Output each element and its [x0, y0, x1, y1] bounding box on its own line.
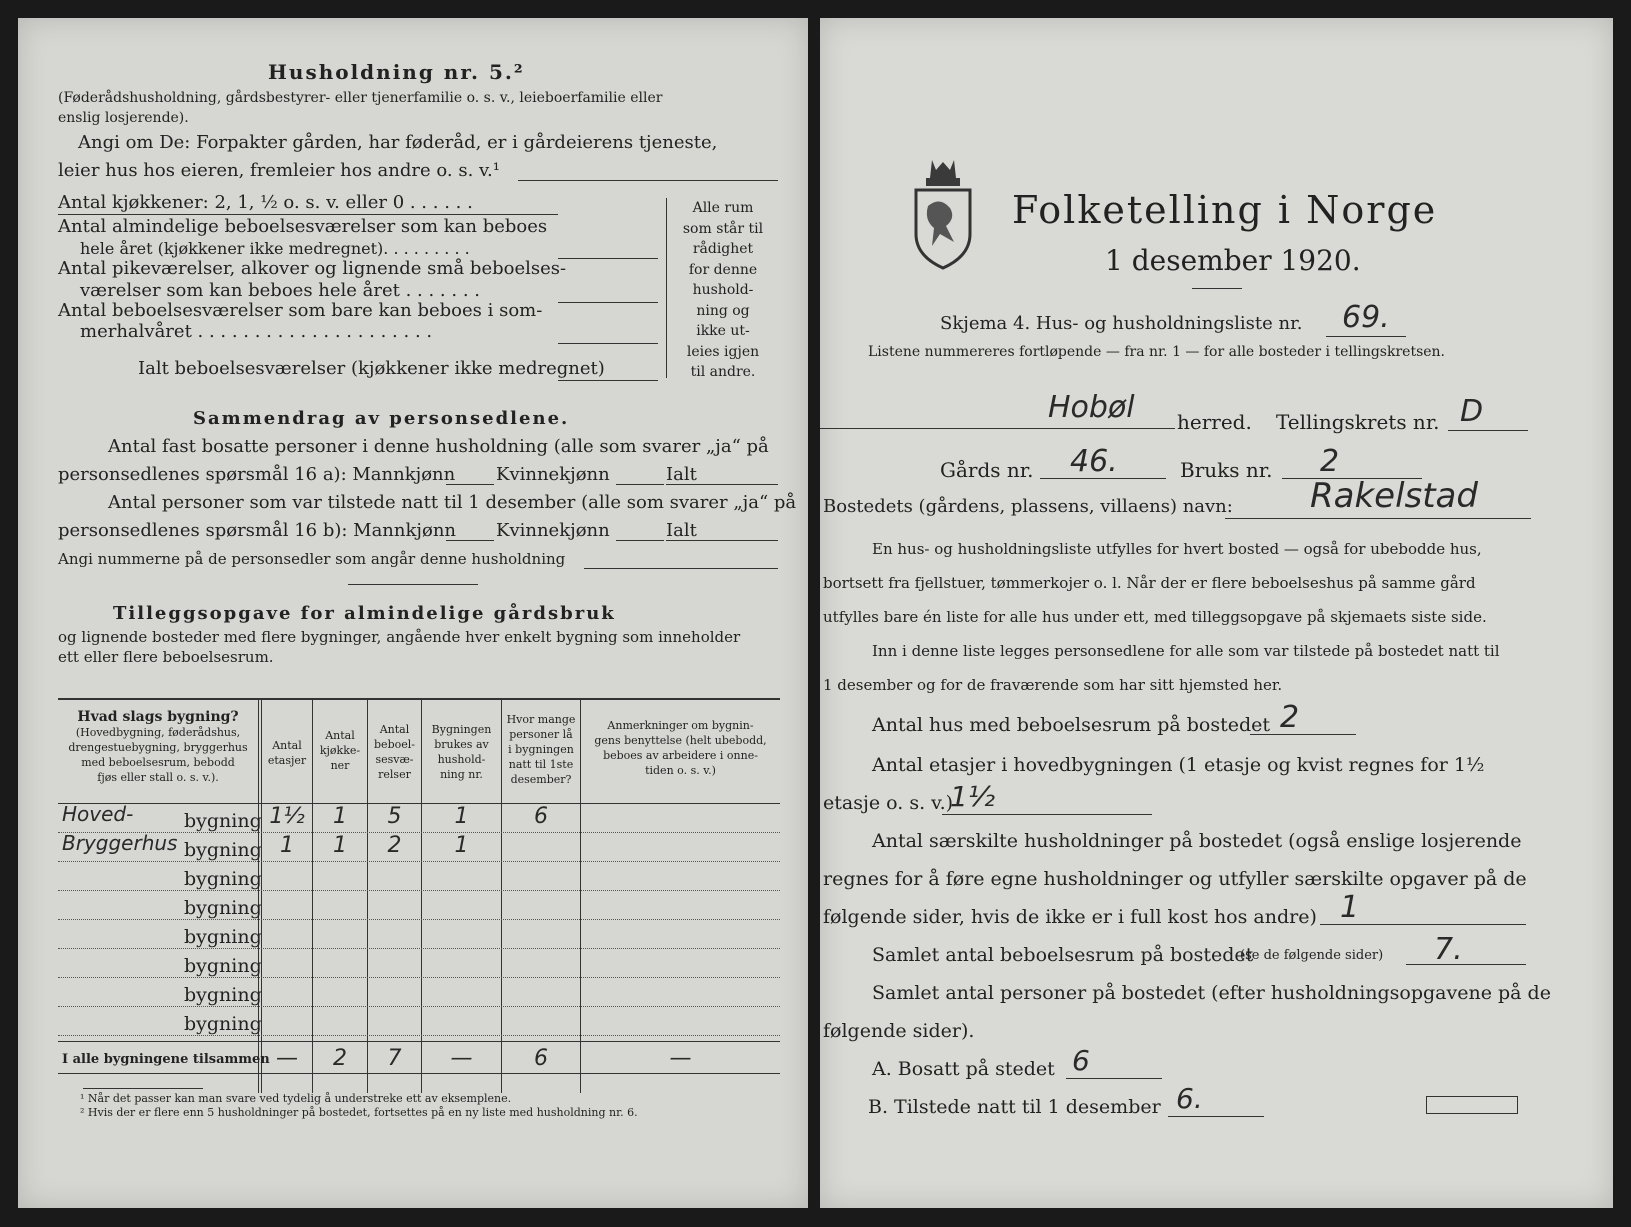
intro-line-1: (Føderådshusholdning, gårdsbestyrer- eller tjenerfamilie o. s. v., leieboerfamilie eller	[58, 90, 663, 106]
row-pers-cell: 6	[534, 804, 548, 829]
skjema-nr: 69.	[1342, 300, 1390, 335]
right-page	[820, 18, 1613, 1208]
q-etasjer-1: Antal etasjer i hovedbygningen (1 etasje og kvist regnes for 1½	[872, 754, 1485, 776]
intro-line-2: enslig losjerende).	[58, 110, 189, 126]
total-hush: —	[450, 1046, 473, 1071]
footnote-1: ¹ Når det passer kan man svare ved tydelig å understreke ett av eksemplene.	[80, 1092, 512, 1105]
info-line-4: Inn i denne liste legges personsedlene for alle som var tilstede på bostedet natt til	[872, 642, 1500, 660]
col-pers-header: Hvor mange personer lå i bygningen natt til 1ste desember?	[506, 713, 576, 786]
rooms-line-5: værelser som kan beboes hele året . . . . . . .	[80, 280, 480, 301]
krets-line	[1448, 430, 1528, 431]
bosted-label: Bostedets (gårdens, plassens, villaens) navn:	[823, 496, 1233, 517]
row-bygning-label: bygning	[184, 868, 262, 890]
ialt-line-b	[666, 540, 778, 541]
info-line-2: bortsett fra fjellstuer, tømmerkojer o. l. Når der er flere beboelseshus på samme gård	[823, 574, 1476, 592]
tilstede-value: 6.	[1176, 1082, 1203, 1115]
tilstede-line	[1168, 1116, 1264, 1117]
angi-line-1: Angi om De: Forpakter gården, har føderåd, er i gårdeierens tjeneste,	[78, 132, 718, 153]
row-bygning-label: bygning	[184, 839, 262, 861]
household-title: Husholdning nr. 5.²	[268, 60, 525, 84]
row-bygning-label: bygning	[184, 955, 262, 977]
tilstede-label: B. Tilstede natt til 1 desember	[868, 1096, 1161, 1118]
table-row	[58, 951, 780, 980]
row-line	[58, 948, 780, 949]
mann-line-a	[446, 484, 494, 485]
herred-value: Hobøl	[1048, 390, 1135, 425]
summary-line-5: Angi nummerne på de personsedler som angår denne husholdning	[58, 550, 566, 568]
rooms-line-2: Antal almindelige beboelsesværelser som kan beboes	[58, 216, 548, 237]
col-vaer-header: Antal beboel- sesvæ- relser	[374, 723, 415, 781]
rooms-underline	[58, 214, 558, 215]
bruks-value: 2	[1320, 444, 1340, 479]
answer-line-total	[558, 380, 658, 381]
total-pers: 6	[534, 1046, 548, 1071]
extra-intro-2: ett eller flere beboelsesrum.	[58, 648, 274, 666]
summary-line-2: personsedlenes spørsmål 16 a): Mannkjønn	[58, 464, 456, 485]
printer-stamp	[1426, 1096, 1518, 1114]
total-anm: —	[669, 1046, 692, 1071]
summary-line-3: Antal personer som var tilstede natt til 1 desember (alle som svarer „ja“ på	[108, 492, 797, 513]
row-hush-cell: 1	[454, 804, 469, 829]
q-etasjer-line	[942, 814, 1152, 815]
q-hus: Antal hus med beboelsesrum på bostedet	[872, 714, 1271, 736]
rooms-line-6: Antal beboelsesværelser som bare kan beboes i som-	[58, 300, 543, 321]
bosted-value: Rakelstad	[1310, 476, 1478, 516]
bosatt-value: 6	[1072, 1044, 1090, 1077]
q-rum: Samlet antal beboelsesrum på bostedet	[872, 944, 1254, 966]
building-table	[58, 698, 780, 1098]
summary-line-1: Antal fast bosatte personer i denne husholdning (alle som svarer „ja“ på	[108, 436, 769, 457]
gards-label: Gårds nr.	[940, 458, 1034, 482]
answer-line-3	[558, 343, 658, 344]
rooms-line-7: merhalvåret . . . . . . . . . . . . . . . . . . . . .	[80, 321, 433, 342]
q-hush-value: 1	[1340, 890, 1360, 925]
table-row	[58, 893, 780, 922]
q-hush-line	[1320, 924, 1526, 925]
row-vaer-cell: 2	[387, 833, 402, 858]
footnote-divider	[83, 1088, 203, 1089]
row-vaer-cell: 5	[387, 804, 402, 829]
total-label: I alle bygningene tilsammen	[62, 1052, 270, 1067]
bosatt-label: A. Bosatt på stedet	[872, 1058, 1055, 1080]
q-etasjer-value: 1½	[950, 780, 995, 813]
rooms-total: Ialt beboelsesværelser (kjøkkener ikke medregnet)	[138, 358, 605, 379]
row-line	[58, 977, 780, 978]
row-line	[58, 861, 780, 862]
herred-label: herred.	[1177, 410, 1252, 434]
col-hush-header: Bygningen brukes av hushold- ning nr.	[431, 723, 492, 781]
angi-answer-line	[518, 180, 778, 181]
krets-label: Tellingskrets nr.	[1276, 410, 1440, 434]
mann-line-b	[446, 540, 494, 541]
q-hus-line	[1250, 734, 1356, 735]
ialt-b: Ialt	[666, 520, 697, 541]
q-pers-1: Samlet antal personer på bostedet (efter husholdningsopgavene på de	[872, 982, 1551, 1004]
row-building-name: Bryggerhus	[62, 831, 178, 855]
row-bygning-label: bygning	[184, 984, 262, 1006]
divider	[348, 584, 478, 585]
listene-note: Listene nummereres fortløpende — fra nr. 1 — for alle bosteder i tellingskretsen.	[868, 344, 1446, 360]
col-etasjer-header: Antal etasjer	[267, 739, 307, 767]
gards-value: 46.	[1070, 444, 1118, 479]
row-etasjer-cell: 1½	[269, 804, 305, 829]
row-bygning-label: bygning	[184, 1013, 262, 1035]
q-pers-2: følgende sider).	[823, 1020, 975, 1042]
info-line-1: En hus- og husholdningsliste utfylles for hvert bosted — også for ubebodde hus,	[872, 540, 1482, 558]
skjema-label: Skjema 4. Hus- og husholdningsliste nr.	[940, 313, 1303, 334]
total-vaer: 7	[387, 1046, 402, 1071]
ialt-a: Ialt	[666, 464, 697, 485]
brace-note: Alle rum som står til rådighet for denne hushold- ning og ikke ut- leies igjen til andre.	[682, 200, 764, 380]
nummer-line	[584, 568, 778, 569]
row-line	[58, 1006, 780, 1007]
kvinne-b: Kvinnekjønn	[496, 520, 610, 541]
info-line-3: utfylles bare én liste for alle hus under ett, med tilleggsopgave på skjemaets siste side.	[823, 608, 1487, 626]
krets-value: D	[1460, 394, 1484, 429]
row-kjokken-cell: 1	[333, 833, 347, 858]
row-hush-cell: 1	[454, 833, 469, 858]
table-row	[58, 980, 780, 1009]
total-kjokken: 2	[333, 1046, 347, 1071]
table-row	[58, 831, 780, 864]
table-row	[58, 1009, 780, 1038]
bosatt-line	[1066, 1078, 1162, 1079]
q-hush-2: regnes for å føre egne husholdninger og utfyller særskilte opgaver på de	[823, 868, 1527, 890]
table-row	[58, 864, 780, 893]
q-rum-value: 7.	[1434, 932, 1463, 967]
row-line	[58, 919, 780, 920]
bosted-line	[1225, 518, 1531, 519]
q-etasjer-2: etasje o. s. v.)	[823, 792, 954, 814]
kvinne-a: Kvinnekjønn	[496, 464, 610, 485]
ialt-line-a	[666, 484, 778, 485]
row-bygning-label: bygning	[184, 926, 262, 948]
left-page	[18, 18, 808, 1208]
angi-line-2: leier hus hos eieren, fremleier hos andre o. s. v.¹	[58, 160, 500, 181]
row-bygning-label: bygning	[184, 897, 262, 919]
table-row	[58, 922, 780, 951]
q-hush-1: Antal særskilte husholdninger på bostedet (også enslige losjerende	[872, 830, 1522, 852]
row-kjokken-cell: 1	[333, 804, 347, 829]
coat-of-arms-icon	[910, 156, 976, 272]
kvinne-line-a	[616, 484, 664, 485]
rooms-line-4: Antal pikeværelser, alkover og lignende små beboelses-	[58, 258, 567, 279]
row-etasjer-cell: 1	[280, 833, 294, 858]
census-date: 1 desember 1920.	[1105, 244, 1361, 277]
q-hus-value: 2	[1280, 700, 1300, 735]
summary-line-4: personsedlenes spørsmål 16 b): Mannkjønn	[58, 520, 457, 541]
bruks-label: Bruks nr.	[1180, 458, 1273, 482]
row-bygning-label: bygning	[184, 810, 262, 832]
brace	[666, 198, 669, 378]
col-kjokken-header: Antal kjøkke- ner	[319, 729, 361, 772]
row-line	[58, 1035, 780, 1036]
summary-title: Sammendrag av personsedlene.	[193, 408, 570, 429]
kvinne-line-b	[616, 540, 664, 541]
col-bygning-header: Hvad slags bygning? (Hovedbygning, føderådshus, drengestuebygning, bryggerhus med beboelsesrum, bebodd fjøs eller stall o. s. v.).	[68, 709, 248, 784]
herred-line	[820, 428, 1175, 429]
rooms-line-3: hele året (kjøkkener ikke medregnet). . . . . . . . .	[80, 239, 470, 258]
title-divider	[1192, 288, 1242, 289]
q-rum-note: (se de følgende sider)	[1240, 948, 1384, 963]
row-line	[58, 890, 780, 891]
row-building-name: Hoved-	[62, 802, 134, 826]
answer-line-2	[558, 302, 658, 303]
census-title: Folketelling i Norge	[1012, 188, 1438, 232]
total-etasjer: —	[276, 1046, 298, 1071]
info-line-5: 1 desember og for de fraværende som har sitt hjemsted her.	[823, 676, 1283, 694]
q-rum-line	[1406, 964, 1526, 965]
answer-line-1	[558, 258, 658, 259]
gards-line	[1040, 478, 1166, 479]
q-hush-3: følgende sider, hvis de ikke er i full kost hos andre)	[823, 906, 1317, 928]
skjema-line	[1326, 336, 1406, 337]
footnote-2: ² Hvis der er flere enn 5 husholdninger på bostedet, fortsettes på en ny liste med husholdning nr. 6.	[80, 1106, 638, 1119]
col-anm-header: Anmerkninger om bygnin- gens benyttelse (helt ubebodd, beboes av arbeidere i onne- tiden o. s. v.)	[594, 719, 767, 777]
extra-title: Tilleggsopgave for almindelige gårdsbruk	[113, 603, 616, 624]
extra-intro-1: og lignende bosteder med flere bygninger, angående hver enkelt bygning som inneholder	[58, 628, 741, 646]
rooms-line-1: Antal kjøkkener: 2, 1, ½ o. s. v. eller 0 . . . . . .	[58, 192, 473, 213]
